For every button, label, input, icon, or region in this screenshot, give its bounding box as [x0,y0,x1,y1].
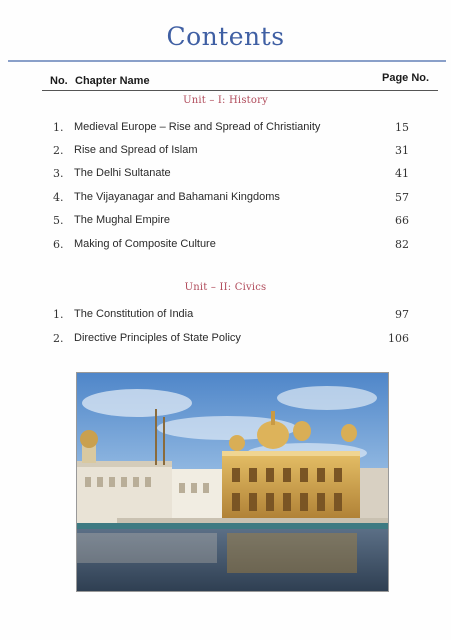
chapter-page: 15 [395,121,409,134]
chapter-name: The Delhi Sultanate [74,167,171,179]
chapter-number: 5. [53,214,64,227]
unit-heading-history: Unit – I: History [183,95,268,106]
toc-row[interactable] [0,308,451,324]
toc-row[interactable] [0,121,451,137]
chapter-name: Rise and Spread of Islam [74,144,198,156]
toc-row[interactable] [0,214,451,230]
unit-heading-civics: Unit – II: Civics [184,282,267,293]
chapter-number: 1. [53,308,64,321]
chapter-page: 57 [395,191,409,204]
chapter-page: 66 [395,214,409,227]
chapter-name: Medieval Europe – Rise and Spread of Christianity [74,121,321,133]
chapter-number: 1. [53,121,64,134]
chapter-name: Directive Principles of State Policy [74,332,241,344]
chapter-number: 6. [53,238,64,251]
chapter-name: Making of Composite Culture [74,238,216,250]
title-divider [8,60,446,62]
header-divider [42,90,438,91]
chapter-page: 97 [395,308,409,321]
toc-row[interactable] [0,332,451,348]
toc-row[interactable] [0,191,451,207]
chapter-page: 41 [395,167,409,180]
column-header-no: No. [50,75,68,87]
chapter-number: 2. [53,144,64,157]
column-header-chapter-name: Chapter Name [75,75,150,87]
chapter-page: 82 [395,238,409,251]
page-title: Contents [166,22,285,51]
chapter-name: The Constitution of India [74,308,194,320]
toc-row[interactable] [0,144,451,160]
chapter-number: 2. [53,332,64,345]
chapter-number: 3. [53,167,64,180]
toc-row[interactable] [0,167,451,183]
chapter-page: 31 [395,144,409,157]
toc-row[interactable] [0,238,451,254]
temple-photo [76,372,389,592]
column-header-page-no: Page No. [382,72,430,84]
chapter-number: 4. [53,191,64,204]
chapter-name: The Mughal Empire [74,214,170,226]
chapter-page: 106 [388,332,409,345]
chapter-name: The Vijayanagar and Bahamani Kingdoms [74,191,280,203]
